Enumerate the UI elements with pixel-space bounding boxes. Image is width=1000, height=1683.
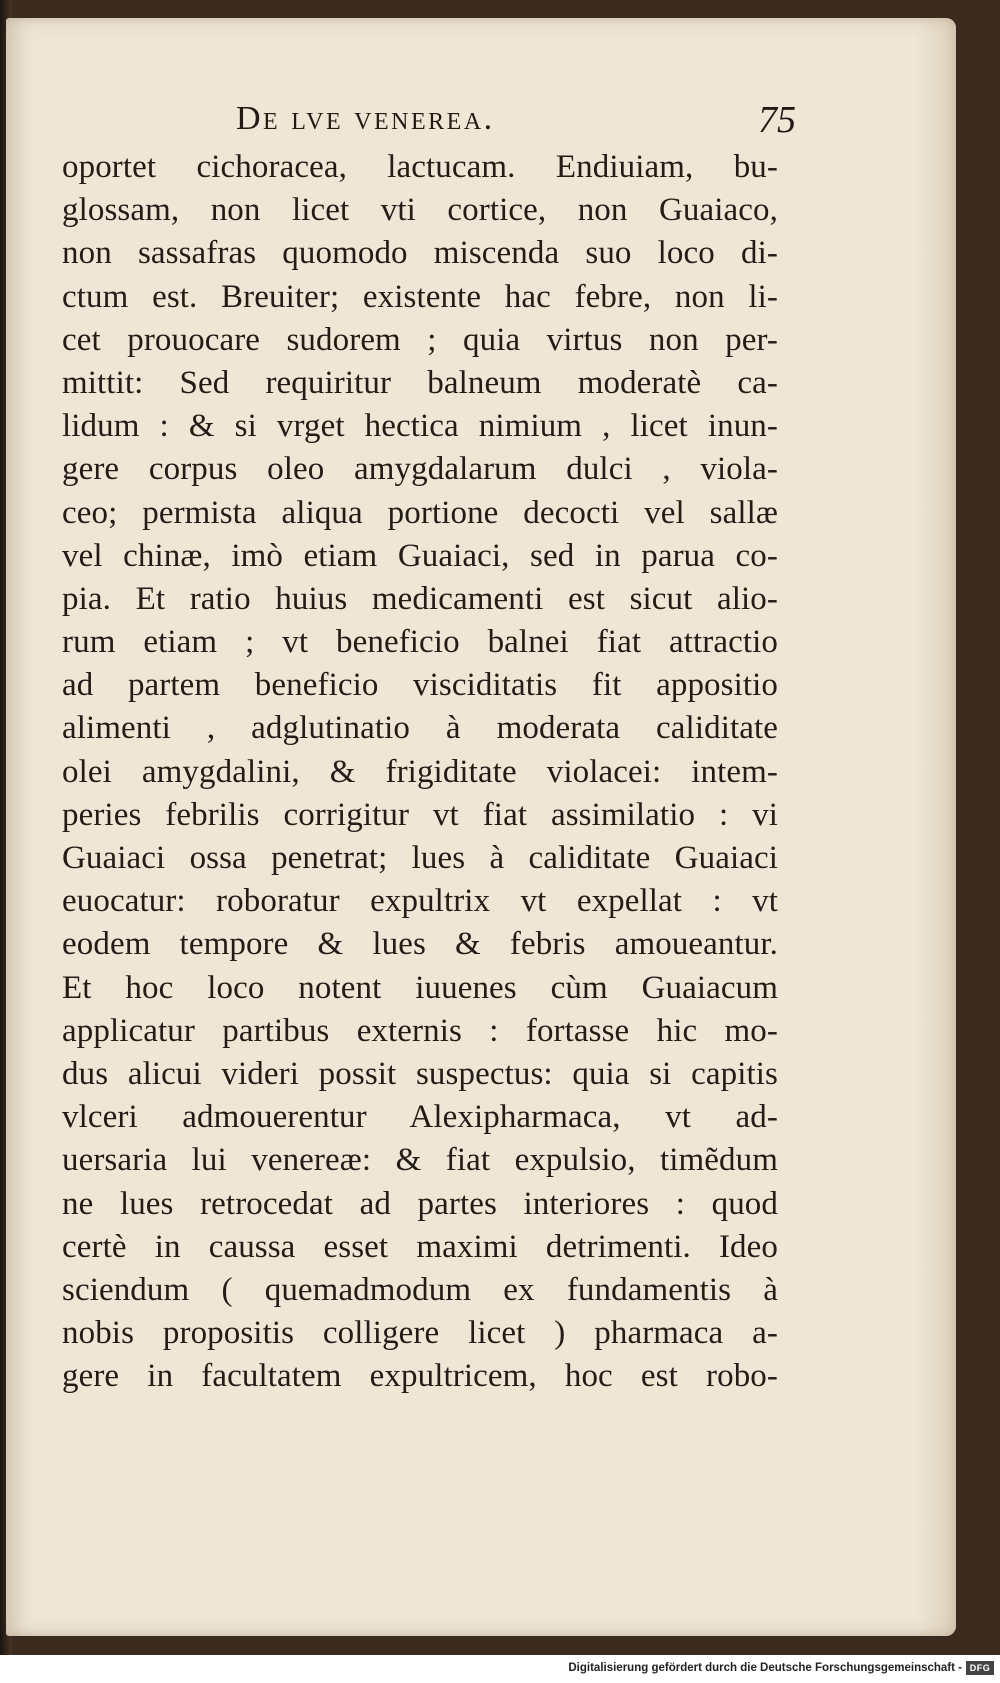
text-line: certè in caussa esset maximi detrimenti. Ideo: [62, 1228, 778, 1265]
text-line: nobis propositis colligere licet ) pharmaca a-: [62, 1315, 778, 1352]
running-head: De lve venerea.: [236, 100, 495, 137]
text-line: olei amygdalini, & frigiditate violacei: intem-: [62, 753, 778, 790]
text-line: peries febrilis corrigitur vt fiat assimilatio : vi: [62, 796, 778, 833]
text-line: mittit: Sed requiritur balneum moderatè ca-: [62, 364, 778, 401]
footer-bar: [0, 1655, 1000, 1683]
text-line: alimenti , adglutinatio à moderata caliditate: [62, 710, 778, 747]
text-line: uersaria lui venereæ: & fiat expulsio, timẽdum: [62, 1142, 778, 1179]
digitization-credit: Digitalisierung gefördert durch die Deutsche Forschungsgemeinschaft -: [568, 1662, 962, 1674]
text-line: dus alicui videri possit suspectus: quia si capitis: [62, 1055, 778, 1092]
text-line: oportet cichoracea, lactucam. Endiuiam, bu-: [62, 149, 778, 185]
text-line: ad partem beneficio visciditatis fit appositio: [62, 667, 778, 704]
text-line: cet prouocare sudorem ; quia virtus non per-: [62, 321, 778, 358]
text-line: pia. Et ratio huius medicamenti est sicut alio-: [62, 580, 778, 617]
text-line: ceo; permista aliqua portione decocti vel sallæ: [62, 494, 778, 531]
book-page: [6, 18, 956, 1636]
page-number: 75: [758, 99, 796, 141]
text-line: glossam, non licet vti cortice, non Guaiaco,: [62, 192, 778, 229]
text-line: applicatur partibus externis : fortasse hic mo-: [62, 1012, 778, 1049]
text-line: Et hoc loco notent iuuenes cùm Guaiacum: [62, 969, 778, 1006]
text-line: ctum est. Breuiter; existente hac febre, non li-: [62, 278, 778, 315]
body-text: [62, 146, 778, 1398]
text-line: lidum : & si vrget hectica nimium , licet inun-: [62, 408, 778, 445]
text-line: gere in facultatem expultricem, hoc est robo-: [62, 1358, 778, 1395]
text-line: gere corpus oleo amygdalarum dulci , viola-: [62, 451, 778, 488]
text-line: vlceri admouerentur Alexipharmaca, vt ad-: [62, 1099, 778, 1136]
text-line: euocatur: roboratur expultrix vt expellat : vt: [62, 883, 778, 920]
dfg-logo: DFG: [966, 1661, 994, 1675]
text-line: ne lues retrocedat ad partes interiores : quod: [62, 1185, 778, 1222]
text-line: rum etiam ; vt beneficio balnei fiat attractio: [62, 624, 778, 661]
page-edge-shadow: [916, 18, 956, 1636]
text-line: eodem tempore & lues & febris amoueantur.: [62, 926, 778, 963]
text-line: vel chinæ, imò etiam Guaiaci, sed in parua co-: [62, 537, 778, 574]
text-line: Guaiaci ossa penetrat; lues à caliditate Guaiaci: [62, 840, 778, 876]
page-header: [236, 100, 796, 148]
text-line: sciendum ( quemadmodum ex fundamentis à: [62, 1271, 778, 1308]
text-line: non sassafras quomodo miscenda suo loco di-: [62, 235, 778, 272]
